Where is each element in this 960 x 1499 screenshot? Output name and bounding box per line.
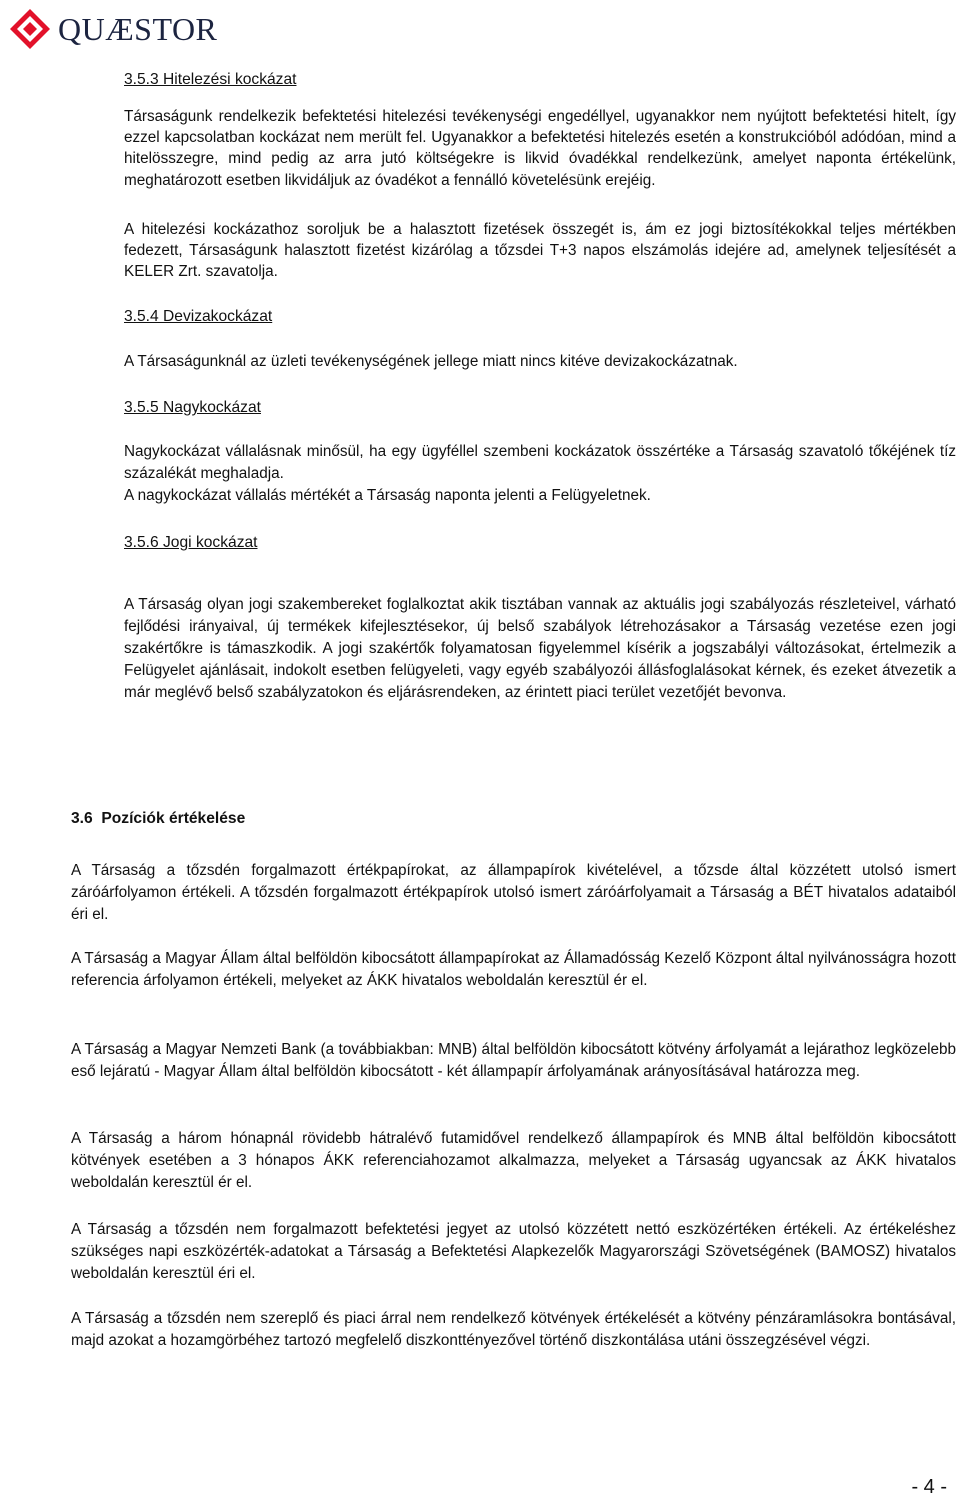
- section-3-5-5-paragraph-1: Nagykockázat vállalásnak minősül, ha egy ügyféllel szembeni kockázatok összértéke a Társaság szavatoló tőkéjének tíz százalékát meghaladja.: [124, 443, 956, 482]
- quaestor-diamond-icon: [8, 7, 52, 51]
- section-3-6-heading: [71, 808, 245, 830]
- section-3-5-5-title: 3.5.5 Nagykockázat: [124, 399, 261, 416]
- section-3-5-4-paragraph-1: A Társaságunknál az üzleti tevékenységének jellege miatt nincs kitéve devizakockázatnak.: [124, 353, 738, 370]
- section-3-6-paragraph-6: A Társaság a tőzsdén nem szereplő és piaci árral nem rendelkező kötvények értékelését a kötvény pénzáramlásokra bontásával, majd azokat a hozamgörbéhez tartozó megfelelő diszkonttényezővel történő diszkontálása utáni összegzésével végzi.: [71, 1310, 956, 1349]
- section-3-6-paragraph-1: A Társaság a tőzsdén forgalmazott értékpapírokat, az állampapírok kivételével, a tőzsde által közzétett utolsó ismert záróárfolyamon értékeli. A tőzsdén forgalmazott értékpapírok utolsó ismert záróárfolyamait a Társaság a BÉT hivatalos adataiból éri el.: [71, 862, 956, 923]
- section-3-6-paragraph-4: A Társaság a három hónapnál rövidebb hátralévő futamidővel rendelkező állampapírok és MNB által belföldön kibocsátott kötvények esetében a 3 hónapos ÁKK referenciahozamot alkalmazza, melyeket a Társaság ugyancsak az ÁKK hivatalos weboldalán keresztül ér el.: [71, 1130, 956, 1191]
- section-3-5-4-title: 3.5.4 Devizakockázat: [124, 308, 273, 325]
- section-3-6-paragraph-3: A Társaság a Magyar Nemzeti Bank (a továbbiakban: MNB) által belföldön kibocsátott kötvény árfolyamát a lejárathoz legközelebb eső lejáratú - Magyar Állam által belföldön kibocsátott - két állampapír árfolyamának arányosításával határozza meg.: [71, 1041, 956, 1080]
- section-3-5-3-paragraph-1: Társaságunk rendelkezik befektetési hitelezési tevékenységi engedéllyel, ugyanakkor nem nyújtott befektetési hitelt, így ezzel kapcsolatban kockázat nem merült fel. Ugyanakkor a befektetési hitelezés esetén a konstrukcióból adódóan, mind a hitelösszegre, mind pedig az arra jutó költségekre is likvid óvadékkal rendelkezünk, amelyet naponta értékelünk, meghatározott esetben likvidáljuk az óvadékot a fennálló követelésünk erejéig.: [124, 108, 956, 189]
- section-3-5-6-paragraph-1: A Társaság olyan jogi szakembereket foglalkoztat akik tisztában vannak az aktuális jogi szabályozás részleteivel, várható fejlődési irányaival, új termékek kifejlesztésekor, új belső szabályok létrehozásakor a Társaság vezetése ezen jogi szakértőkre is támaszkodik. A jogi szakértők folyamatosan figyelemmel kísérik a jogszabályi változásokat, értelmezik a Felügyelet ajánlásait, indokolt esetben felügyeleti, vagy egyéb szabályozói állásfoglalásokat kérnek, és ezeket átvezetik a már meglévő belső szabályzatokon és eljárásrendeken, az érintett piaci terület vezetőjét bevonva.: [124, 596, 956, 701]
- section-3-6-number: 3.6: [71, 810, 93, 827]
- section-3-5-3-title: 3.5.3 Hitelezési kockázat: [124, 71, 297, 88]
- company-logo: [8, 4, 248, 56]
- section-3-5-3-paragraph-2: A hitelezési kockázathoz soroljuk be a halasztott fizetések összegét is, ám ez jogi biztosítékokkal teljes mértékben fedezett, Társaságunk halasztott fizetést kizárólag a tőzsdei T+3 napos elszámolás idejére ad, amelynek teljesítését a KELER Zrt. szavatolja.: [124, 221, 956, 281]
- section-3-5-6-title: 3.5.6 Jogi kockázat: [124, 534, 258, 551]
- section-3-5-5-paragraph-2: A nagykockázat vállalás mértékét a Társaság naponta jelenti a Felügyeletnek.: [124, 487, 651, 504]
- page-number: - 4 -: [911, 1476, 947, 1498]
- section-3-6-paragraph-2: A Társaság a Magyar Állam által belföldön kibocsátott állampapírokat az Államadósság Kezelő Központ által nyilvánosságra hozott referencia árfolyamon értékeli, melyeket az ÁKK hivatalos weboldalán keresztül ér el.: [71, 950, 956, 989]
- section-3-6-paragraph-5: A Társaság a tőzsdén nem forgalmazott befektetési jegyet az utolsó közzétett nettó eszközértéken értékeli. Az értékeléshez szükséges napi eszközérték-adatokat a Társaság a Befektetési Alapkezelők Magyarországi Szövetségének (BAMOSZ) hivatalos weboldalán keresztül éri el.: [71, 1221, 956, 1282]
- brand-name: QUÆSTOR: [58, 11, 218, 47]
- section-3-6-title: Pozíciók értékelése: [101, 810, 246, 827]
